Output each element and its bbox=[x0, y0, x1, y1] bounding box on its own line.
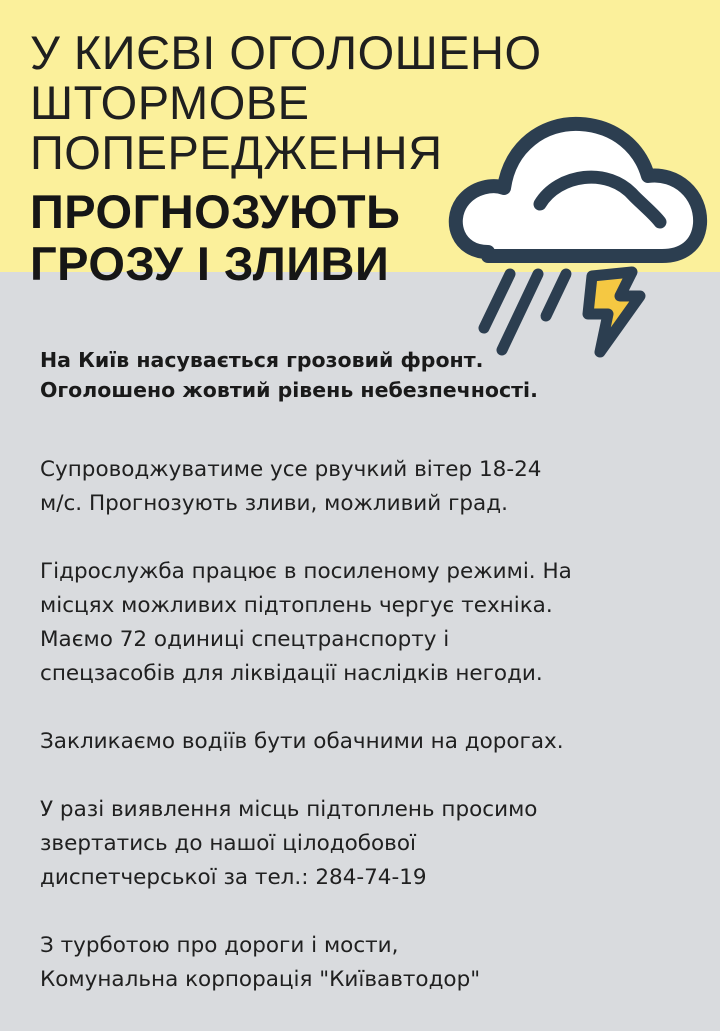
phone-line: диспетчерської за тел.: 284-74-19 bbox=[40, 865, 427, 890]
text-line: У разі виявлення місць підтоплень просимо bbox=[40, 797, 538, 822]
text-line: Гідрослужба працює в посиленому режимі. На bbox=[40, 559, 572, 584]
headline-line-1: У КИЄВІ ОГОЛОШЕНО bbox=[30, 26, 542, 79]
text-line: Маємо 72 одиниці спецтранспорту і bbox=[40, 627, 450, 652]
wind-paragraph bbox=[40, 453, 700, 521]
announcement-body bbox=[40, 345, 700, 1031]
subheadline-line-2: ГРОЗУ І ЗЛИВИ bbox=[30, 237, 390, 290]
text-line: звертатись до нашої цілодобової bbox=[40, 831, 416, 856]
text-line: спецзасобів для ліквідації наслідків негоди. bbox=[40, 661, 543, 686]
headline-line-3: ПОПЕРЕДЖЕННЯ bbox=[30, 126, 443, 179]
rain-streak bbox=[546, 274, 566, 316]
text-line: м/с. Прогнозують зливи, можливий град. bbox=[40, 491, 508, 516]
flooding-contact-paragraph bbox=[40, 793, 700, 895]
lightning-bolt bbox=[588, 272, 640, 352]
text-line: З турботою про дороги і мости, bbox=[40, 933, 399, 958]
hydro-service-paragraph bbox=[40, 555, 700, 691]
headline bbox=[30, 26, 542, 290]
headline-line-2: ШТОРМОВЕ bbox=[30, 76, 310, 129]
text-line: місцях можливих підтоплень чергує техніка. bbox=[40, 593, 553, 618]
drivers-paragraph bbox=[40, 725, 700, 759]
organization-name: Комунальна корпорація "Київавтодор" bbox=[40, 967, 481, 992]
signature-paragraph bbox=[40, 929, 700, 997]
storm-cloud-lightning-icon bbox=[440, 100, 710, 362]
text-line: Супроводжуватиме усе рвучкий вітер 18-24 bbox=[40, 457, 542, 482]
lead-line: На Київ насувається грозовий фронт. bbox=[40, 348, 484, 372]
lead-line: Оголошено жовтий рівень небезпечності. bbox=[40, 378, 538, 402]
text-line: Закликаємо водіїв бути обачними на дорогах. bbox=[40, 729, 564, 754]
rain-streak bbox=[484, 274, 510, 328]
subheadline-line-1: ПРОГНОЗУЮТЬ bbox=[30, 185, 401, 238]
cloud-shape bbox=[456, 124, 700, 256]
lead-paragraph bbox=[40, 345, 700, 405]
